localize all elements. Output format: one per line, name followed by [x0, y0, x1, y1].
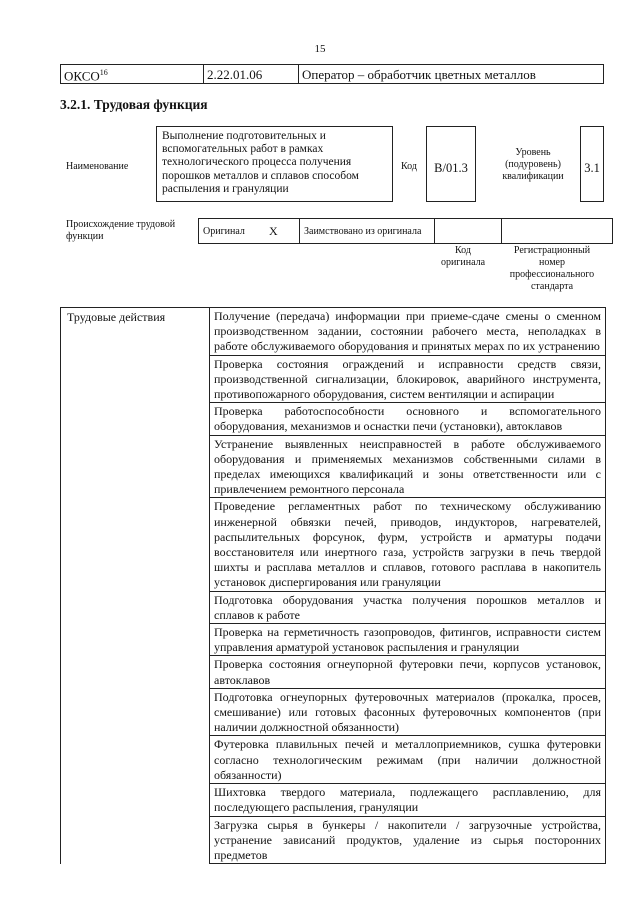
labor-action-item: Проведение регламентных работ по техническому обслуживанию инженерной обвязки печей, приводов, индукторов, нагревателей, распылительных форсунок, фурм, устройств и арматуры подачи восстановителя или инертного газа, устройств загрузки в печь твердой шихты и расплава металлов и сплавов, готового расплава в накопитель установок диспергирования или грануляции — [210, 498, 606, 591]
function-name-line: распыления и грануляции — [162, 182, 289, 195]
labor-action-item: Проверка работоспособности основного и вспомогательного оборудования, механизмов и оснастки печи (установки), автоклавов — [210, 403, 606, 435]
function-code: B/01.3 — [426, 126, 476, 202]
table-row — [61, 308, 606, 356]
original-label: Оригинал — [199, 219, 266, 244]
function-name-line: вспомогательных работ в рамках — [162, 143, 324, 156]
labor-action-item: Устранение выявленных неисправностей в работе обслуживаемого оборудования и применяемых механизмов собственными силами в пределах имеющихся квалификаций и зоны ответственности или с привлечением ремонтного персонала — [210, 435, 606, 498]
level-label — [495, 147, 571, 183]
origin-table — [198, 218, 613, 244]
function-name-box — [156, 126, 393, 202]
labor-action-item: Подготовка огнеупорных футеровочных материалов (прокалка, просев, смешивание) или готовых фасонных футеровочных компонентов (при наличии должностной обязанности) — [210, 688, 606, 736]
code-label: Код — [401, 161, 417, 172]
okso-label: ОКСО — [64, 68, 100, 84]
registration-label-line: Регистрационный — [513, 245, 591, 256]
original-code-cell — [435, 219, 502, 244]
labor-action-item: Проверка состояния ограждений и исправности средств связи, производственной сигнализации, блокировок, аварийного инструмента, противопожарного оборудования, систем вентиляции и аспирации — [210, 355, 606, 403]
registration-label-line: номер — [539, 257, 565, 268]
okso-title: Оператор – обработчик цветных металлов — [299, 65, 604, 84]
labor-action-item: Загрузка сырья в бункеры / накопители / загрузочные устройства, устранение зависаний продуктов, удаление из сырья посторонних предметов — [210, 816, 606, 864]
level-label-line: квалификации — [502, 171, 564, 182]
registration-number-label — [500, 245, 604, 293]
labor-action-item: Подготовка оборудования участка получения порошков металлов и сплавов к работе — [210, 591, 606, 623]
original-code-label-line: оригинала — [440, 257, 486, 268]
okso-code: 2.22.01.06 — [204, 65, 299, 84]
original-code-label — [433, 245, 493, 269]
labor-action-item: Футеровка плавильных печей и металлоприемников, сушка футеровки согласно технологическим режимам (при наличии должностной обязанности) — [210, 736, 606, 784]
okso-table — [60, 64, 604, 84]
labor-action-item: Шихтовка твердого материала, подлежащего расплавлению, для последующего распыления, грануляции — [210, 784, 606, 816]
original-code-label-line: Код — [455, 245, 471, 256]
function-name-line: технологического процесса получения — [162, 156, 352, 169]
labor-action-item: Получение (передача) информации при приеме-сдаче смены о сменном производственном задании, состоянии рабочего места, неполадках в работе обслуживаемого оборудования и принятых мерах по их устранению — [210, 308, 606, 356]
labor-actions-heading: Трудовые действия — [61, 308, 210, 864]
origin-label: Происхождение трудовой функции — [66, 219, 176, 242]
page-number: 15 — [314, 43, 326, 55]
level-label-line: Уровень — [515, 147, 551, 158]
labor-action-item: Проверка состояния огнеупорной футеровки печи, корпусов установок, автоклавов — [210, 656, 606, 688]
labor-action-item: Проверка на герметичность газопроводов, фитингов, исправности систем управления арматурой установок распыления и грануляции — [210, 624, 606, 656]
level-label-line: (подуровень) — [505, 159, 561, 170]
qualification-level: 3.1 — [580, 126, 604, 202]
registration-label-line: профессионального — [509, 269, 595, 280]
registration-number-cell — [502, 219, 613, 244]
borrowed-label: Заимствовано из оригинала — [300, 219, 435, 244]
registration-label-line: стандарта — [530, 281, 574, 292]
original-mark: X — [265, 219, 300, 244]
section-title: 3.2.1. Трудовая функция — [60, 97, 208, 112]
function-name-line: порошков металлов и сплавов способом — [162, 169, 359, 182]
name-label: Наименование — [66, 161, 129, 172]
okso-footnote: 16 — [99, 68, 108, 77]
labor-actions-table — [60, 307, 606, 864]
okso-label-cell — [61, 65, 204, 84]
function-name-line: Выполнение подготовительных и — [162, 130, 326, 142]
